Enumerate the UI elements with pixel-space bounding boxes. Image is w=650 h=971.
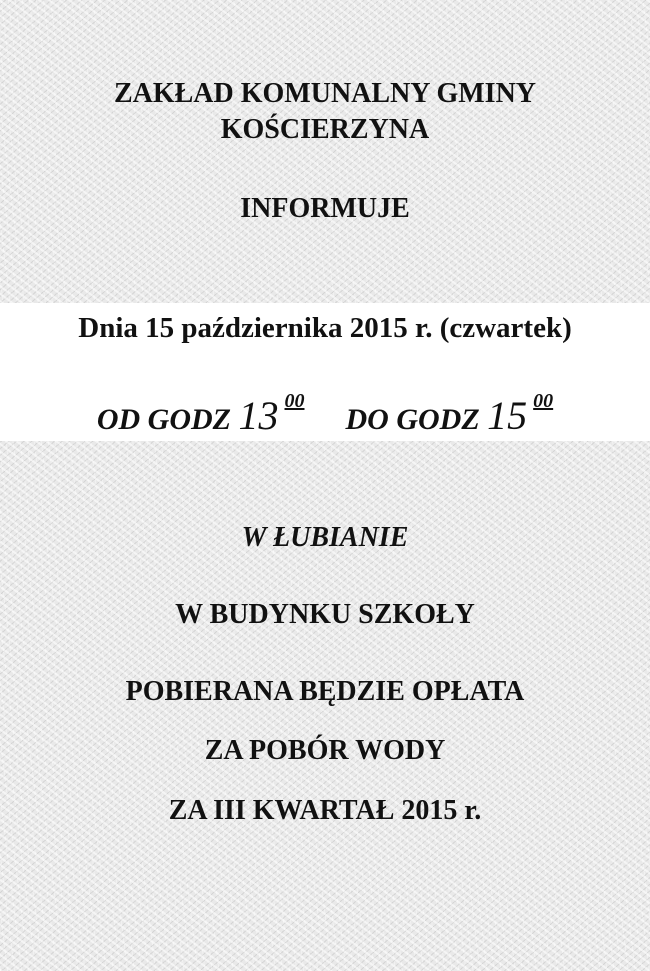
hours-from-minutes: 00 [284, 390, 305, 412]
message-line-3: ZA III KWARTAŁ 2015 r. [168, 795, 482, 826]
message-line-1: POBIERANA BĘDZIE OPŁATA [125, 676, 525, 707]
date-line: Dnia 15 października 2015 r. (czwartek) [78, 312, 572, 344]
location-place: W ŁUBIANIE [241, 522, 409, 553]
hours-to-minutes: 00 [533, 390, 554, 412]
hours-to-label: DO GODZ [345, 403, 480, 436]
message-line-2: ZA POBÓR WODY [204, 735, 446, 766]
location-building: W BUDYNKU SZKOŁY [175, 599, 475, 630]
hours-line [0, 390, 650, 439]
organization-name-line-1: ZAKŁAD KOMUNALNY GMINY [113, 78, 537, 109]
hours-from-label: OD GODZ [96, 403, 231, 436]
announcement-verb: INFORMUJE [240, 193, 410, 224]
hours-from-hour: 13 [238, 393, 279, 438]
organization-name-line-2: KOŚCIERZYNA [220, 114, 430, 145]
hours-to-hour: 15 [487, 393, 528, 438]
